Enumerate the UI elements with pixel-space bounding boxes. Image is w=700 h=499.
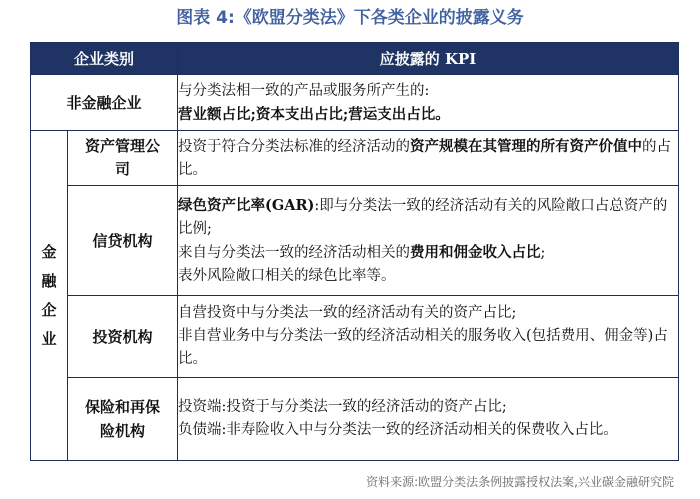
- kpi-paragraph: 自营投资中与分类法一致的经济活动有关的资产占比;: [178, 305, 517, 321]
- header-row: [31, 43, 679, 75]
- row-non-financial: [31, 75, 679, 131]
- category-financial-char: 业: [41, 329, 57, 348]
- header-kpi: 应披露的 KPI: [178, 43, 679, 75]
- kpi-text: ;: [540, 244, 546, 261]
- subcategory-label: 资产管理公: [85, 137, 161, 155]
- kpi-text: 投资于符合分类法标准的经济活动的: [178, 138, 411, 155]
- subcategory-credit: 信贷机构: [68, 186, 178, 296]
- kpi-text-bold: 费用和佣金收入占比: [410, 243, 541, 261]
- category-financial: [31, 131, 68, 461]
- row-asset-management: [31, 131, 679, 186]
- kpi-text-bold: 资产规模在其管理的所有资产价值中: [410, 137, 643, 155]
- category-financial-char: 企: [41, 300, 57, 319]
- disclosure-table: [30, 42, 679, 461]
- kpi-text-bold: 绿色资产比率(GAR): [178, 196, 315, 214]
- kpi-paragraph: 表外风险敞口相关的绿色比率等。: [178, 267, 396, 284]
- figure-title: 图表 4:《欧盟分类法》下各类企业的披露义务: [176, 8, 524, 28]
- source-note: 资料来源:欧盟分类法条例披露授权法案,兴业碳金融研究院: [366, 475, 674, 489]
- kpi-non-financial: [178, 75, 679, 131]
- row-investment: [31, 296, 679, 378]
- subcategory-investment: 投资机构: [68, 296, 178, 378]
- kpi-credit: [178, 186, 679, 296]
- category-financial-char: 金: [41, 242, 57, 261]
- subcategory-label: 保险和再保: [85, 398, 161, 416]
- kpi-line: 与分类法相一致的产品或服务所产生的:: [178, 82, 430, 99]
- kpi-paragraph: 投资端:投资于与分类法一致的经济活动的资产占比;: [178, 399, 507, 415]
- kpi-insurance: [178, 378, 679, 461]
- category-financial-char: 融: [41, 271, 57, 290]
- kpi-paragraph: 负债端:非寿险收入中与分类法一致的经济活动相关的保费收入占比。: [178, 422, 618, 438]
- kpi-text: 的占比。: [178, 138, 672, 178]
- kpi-line-bold: 营业额占比;资本支出占比;营运支出占比。: [178, 105, 450, 123]
- kpi-text: :即与分类法一致的经济活动有关的风险敞口占总资产的比例;: [178, 197, 668, 237]
- header-category: 企业类别: [31, 43, 178, 75]
- subcategory-label: 险机构: [100, 422, 146, 440]
- row-insurance: [31, 378, 679, 461]
- kpi-paragraph: [178, 241, 678, 265]
- kpi-paragraph: 非自营业务中与分类法一致的经济活动相关的服务收入(包括费用、佣金等)占比。: [178, 328, 668, 367]
- subcategory-asset-management: [68, 131, 178, 186]
- subcategory-insurance: [68, 378, 178, 461]
- kpi-paragraph: [178, 194, 678, 241]
- kpi-asset-management: [178, 131, 679, 186]
- row-credit: [31, 186, 679, 296]
- kpi-text: 来自与分类法一致的经济活动相关的: [178, 244, 411, 261]
- subcategory-label: 司: [115, 160, 131, 178]
- kpi-investment: [178, 296, 679, 378]
- category-non-financial: 非金融企业: [31, 75, 178, 131]
